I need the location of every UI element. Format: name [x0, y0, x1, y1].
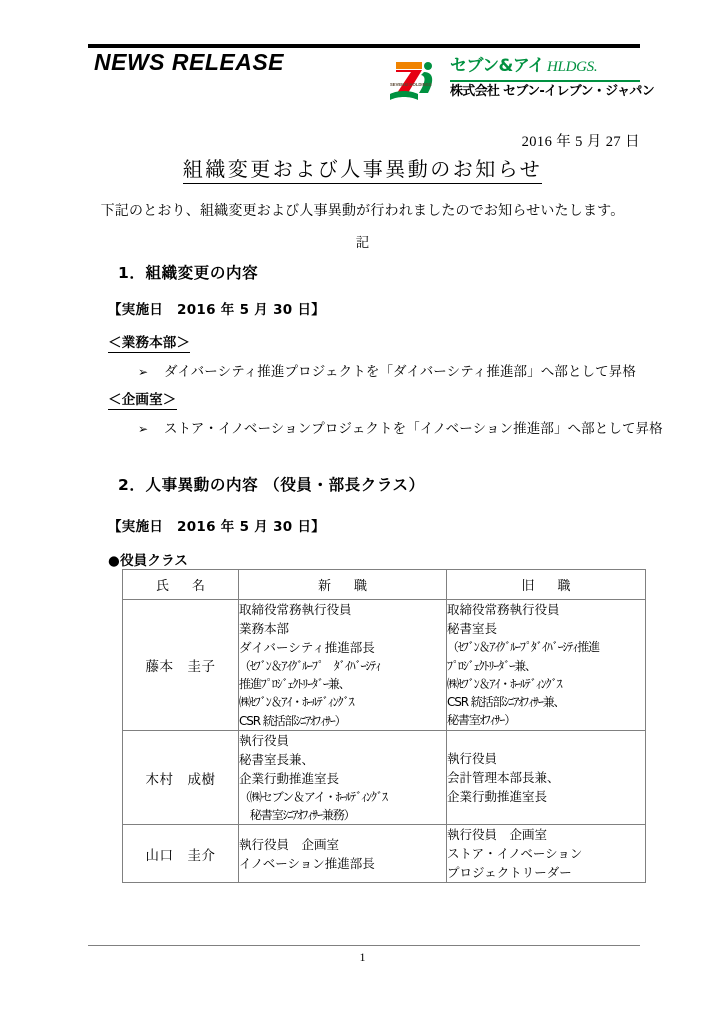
logo-company-name: 株式会社 セブン-イレブン・ジャパン [450, 84, 655, 99]
row-2-old-line-1: ストア・イノベーション [447, 846, 583, 862]
ki-marker: 記 [355, 235, 370, 251]
company-logo [388, 56, 655, 106]
row-1-new-line-2: 企業行動推進室長 [239, 770, 340, 786]
svg-text:SEVEN&I HOLDINGS: SEVEN&I HOLDINGS [390, 82, 432, 87]
row-0-old-position [447, 600, 646, 731]
logo-divider [450, 80, 640, 82]
section2-group-label: ●役員クラス [108, 553, 189, 569]
section1-heading: 1．組織変更の内容 [118, 264, 259, 282]
row-2-old-line-2: プロジェクトリーダー [447, 865, 572, 881]
logo-brand-hldgs: HLDGS. [547, 59, 598, 75]
row-1-old-line-0: 執行役員 [447, 751, 498, 767]
row-0-new-line-1: 業務本部 [239, 621, 290, 636]
row-2-new-line-0: 執行役員 企画室 [239, 836, 340, 852]
row-0-name: 藤本 圭子 [123, 600, 239, 731]
row-0-new-position [239, 600, 447, 731]
row-0-old-line-1: 秘書室長 [447, 621, 498, 637]
row-0-old-line-6: 秘書室ｵﾌｨｻｰ） [447, 713, 516, 728]
intro-paragraph: 下記のとおり、組織変更および人事異動が行われましたのでお知らせいたします。 [100, 203, 625, 219]
logo-brand-line [450, 58, 597, 75]
table-header-new-position: 新 職 [239, 570, 447, 600]
document-header [88, 44, 655, 106]
row-1-new-position [239, 730, 447, 824]
row-0-new-line-2: ダイバーシティ推進部長 [239, 640, 375, 655]
row-0-new-line-3: （ｾﾌﾞﾝ＆ｱｲｸﾞﾙｰﾌﾟ ﾀﾞｲﾊﾞｰｼﾃｨ [239, 659, 381, 673]
section1-group-0-label: ＜業務本部＞ [108, 331, 190, 353]
row-1-old-position [447, 730, 646, 824]
section1-group-1-item-0 [138, 417, 663, 437]
page-title-text: 組織変更および人事異動のお知らせ [183, 157, 542, 184]
row-2-old-position [447, 825, 646, 883]
section1-group-1-label: ＜企画室＞ [108, 388, 177, 410]
table-row [123, 600, 646, 731]
logo-text-block [450, 56, 655, 106]
section1-group-0-item-0 [138, 360, 636, 380]
section2-heading: 2．人事異動の内容 （役員・部長クラス） [118, 476, 425, 494]
row-1-name: 木村 成樹 [123, 730, 239, 824]
section2-implementation-date: 【実施日 2016 年 5 月 30 日】 [108, 519, 326, 535]
row-2-old-line-0: 執行役員 企画室 [447, 827, 548, 843]
table-row [123, 825, 646, 883]
row-0-old-line-3: ﾌﾟﾛｼﾞｪｸﾄﾘｰﾀﾞｰ兼、 [447, 658, 536, 673]
row-0-new-line-0: 取締役常務執行役員 [239, 602, 352, 617]
row-1-new-line-0: 執行役員 [239, 732, 290, 748]
section1-group-1-item-0-text: ストア・イノベーションプロジェクトを「イノベーション推進部」へ部として昇格 [164, 421, 663, 437]
seven-and-i-logo-mark-icon [388, 60, 444, 102]
table-header-old-position: 旧 職 [447, 570, 646, 600]
bullet-arrow-icon: ➢ [138, 422, 149, 436]
row-0-old-line-5: CSR 統括部ｼﾆｱｵﾌｨｻｰ兼、 [447, 695, 565, 710]
row-0-new-line-4: 推進ﾌﾟﾛｼﾞｪｸﾄﾘｰﾀﾞｰ兼、 [239, 677, 350, 692]
row-1-old-line-2: 企業行動推進室長 [447, 789, 548, 805]
row-2-new-position [239, 825, 447, 883]
header-rule [88, 44, 640, 48]
table-header-name: 氏 名 [123, 570, 239, 600]
row-2-name: 山口 圭介 [123, 825, 239, 883]
personnel-table [122, 569, 646, 883]
row-2-new-line-1: イノベーション推進部長 [239, 855, 375, 871]
page-number: 1 [359, 950, 366, 964]
section1-implementation-date: 【実施日 2016 年 5 月 30 日】 [108, 302, 326, 318]
document-date: 2016 年 5 月 27 日 [521, 134, 640, 150]
row-1-new-line-3: （㈱セブン＆アイ・ﾎｰﾙﾃﾞｨﾝｸﾞｽ [239, 789, 387, 804]
row-0-old-line-4: ㈱ｾﾌﾞﾝ＆ｱｲ・ﾎｰﾙﾃﾞｨﾝｸﾞｽ [447, 676, 562, 691]
section1-group-0-item-0-text: ダイバーシティ推進プロジェクトを「ダイバーシティ推進部」へ部として昇格 [164, 364, 636, 380]
logo-brand-kana: セブン&アイ [450, 56, 545, 76]
row-1-old-line-1: 会計管理本部長兼、 [447, 770, 560, 786]
row-0-old-line-2: （ｾﾌﾞﾝ＆ｱｲｸﾞﾙｰﾌﾟﾀﾞｲﾊﾞｰｼﾃｨ推進 [447, 640, 600, 655]
news-release-title: NEWS RELEASE [94, 49, 285, 75]
page-title [0, 155, 725, 183]
row-1-new-line-4: 秘書室ｼﾆｱｵﾌｨｻｰ兼務） [239, 808, 355, 823]
bullet-arrow-icon: ➢ [138, 365, 149, 379]
row-1-new-line-1: 秘書室長兼、 [239, 751, 315, 767]
footer-rule [88, 945, 640, 946]
row-0-new-line-6: CSR 統括部ｼﾆｱｵﾌｨｻｰ） [239, 713, 346, 728]
row-0-old-line-0: 取締役常務執行役員 [447, 602, 560, 618]
row-0-new-line-5: ㈱ｾﾌﾞﾝ＆ｱｲ・ﾎｰﾙﾃﾞｨﾝｸﾞｽ [239, 695, 354, 710]
table-row [123, 730, 646, 824]
table-header-row [123, 570, 646, 600]
